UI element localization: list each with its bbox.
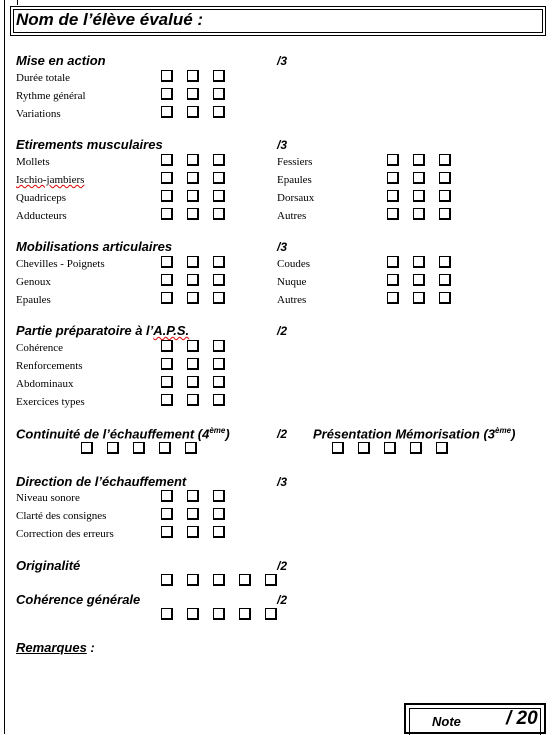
checkbox[interactable]: [439, 292, 451, 304]
checkbox[interactable]: [439, 190, 451, 202]
criterion-epaules-mobilisation: Epaules: [16, 294, 51, 306]
checkbox-row: [161, 208, 239, 220]
checkbox-row: [387, 274, 465, 286]
checkbox-row: [81, 442, 211, 454]
checkbox[interactable]: [161, 88, 173, 100]
checkbox[interactable]: [213, 70, 225, 82]
presentation-title-close: ): [511, 426, 516, 442]
checkbox[interactable]: [384, 442, 396, 454]
criterion-clarte-consignes: Clarté des consignes: [16, 510, 107, 522]
checkbox[interactable]: [161, 292, 173, 304]
checkbox[interactable]: [213, 154, 225, 166]
checkbox-row: [161, 70, 239, 82]
checkbox[interactable]: [161, 394, 173, 406]
checkbox[interactable]: [387, 274, 399, 286]
criterion-fessiers: Fessiers: [277, 156, 313, 168]
checkbox[interactable]: [213, 256, 225, 268]
checkbox-row: [161, 106, 239, 118]
page-margin-line: [4, 0, 5, 734]
checkbox[interactable]: [413, 256, 425, 268]
checkbox[interactable]: [187, 526, 199, 538]
section-title-originalite: Originalité: [16, 558, 81, 573]
note-total: / 20: [506, 708, 538, 729]
checkbox[interactable]: [107, 442, 119, 454]
checkbox[interactable]: [187, 358, 199, 370]
criterion-quadriceps: Quadriceps: [16, 192, 67, 204]
checkbox-row: [161, 274, 239, 286]
score-continuite: /2: [277, 427, 288, 441]
checkbox-row: [161, 394, 239, 406]
checkbox-row: [161, 358, 239, 370]
continuite-title-text: Continuité de l’échauffement (4: [16, 426, 210, 442]
final-grade-box[interactable]: [404, 703, 546, 734]
checkbox-row: [387, 256, 465, 268]
checkbox[interactable]: [413, 172, 425, 184]
section-title-direction: Direction de l’échauffement: [16, 474, 187, 489]
checkbox-row: [161, 88, 239, 100]
checkbox[interactable]: [213, 376, 225, 388]
checkbox[interactable]: [410, 442, 422, 454]
section-title-etirements: Etirements musculaires: [16, 137, 163, 152]
checkbox[interactable]: [387, 172, 399, 184]
checkbox[interactable]: [213, 172, 225, 184]
section-title-remarques: [16, 640, 95, 655]
checkbox[interactable]: [413, 154, 425, 166]
criterion-duree-totale: Durée totale: [16, 72, 71, 84]
checkbox-row: [161, 154, 239, 166]
checkbox[interactable]: [265, 574, 277, 586]
criterion-autres-mobilisation: Autres: [277, 294, 307, 306]
checkbox-row: [161, 574, 291, 586]
score-direction: /3: [277, 475, 288, 489]
remarques-label: Remarques: [16, 640, 87, 655]
checkbox[interactable]: [161, 340, 173, 352]
checkbox[interactable]: [161, 190, 173, 202]
checkbox[interactable]: [161, 208, 173, 220]
checkbox[interactable]: [187, 172, 199, 184]
checkbox[interactable]: [187, 508, 199, 520]
checkbox[interactable]: [387, 208, 399, 220]
score-mise-en-action: /3: [277, 54, 288, 68]
checkbox[interactable]: [413, 208, 425, 220]
checkbox[interactable]: [161, 70, 173, 82]
criterion-chevilles-poignets: Chevilles - Poignets: [16, 258, 105, 270]
checkbox[interactable]: [413, 190, 425, 202]
criterion-epaules: Epaules: [277, 174, 312, 186]
criterion-nuque: Nuque: [277, 276, 307, 288]
checkbox[interactable]: [161, 508, 173, 520]
aps-abbreviation: A.P.S.: [153, 323, 190, 338]
note-label: Note: [432, 714, 461, 729]
checkbox[interactable]: [436, 442, 448, 454]
checkbox[interactable]: [187, 88, 199, 100]
checkbox-row: [161, 508, 239, 520]
criterion-ischio-jambiers: Ischio-jambiers: [16, 174, 85, 186]
checkbox[interactable]: [187, 574, 199, 586]
criterion-adducteurs: Adducteurs: [16, 210, 67, 222]
checkbox-row: [161, 256, 239, 268]
presentation-title-sup: ème: [495, 426, 512, 435]
checkbox[interactable]: [239, 608, 251, 620]
checkbox[interactable]: [81, 442, 93, 454]
criterion-correction-erreurs: Correction des erreurs: [16, 528, 114, 540]
checkbox-row: [161, 526, 239, 538]
checkbox[interactable]: [161, 172, 173, 184]
checkbox[interactable]: [439, 154, 451, 166]
checkbox[interactable]: [387, 256, 399, 268]
checkbox[interactable]: [161, 106, 173, 118]
checkbox[interactable]: [213, 526, 225, 538]
checkbox[interactable]: [213, 490, 225, 502]
criterion-niveau-sonore: Niveau sonore: [16, 492, 80, 504]
criterion-exercices-types: Exercices types: [16, 396, 85, 408]
checkbox[interactable]: [187, 208, 199, 220]
checkbox-row: [161, 190, 239, 202]
checkbox-row: [161, 172, 239, 184]
checkbox[interactable]: [161, 256, 173, 268]
criterion-coherence: Cohérence: [16, 342, 64, 354]
checkbox-row: [387, 292, 465, 304]
checkbox[interactable]: [133, 442, 145, 454]
checkbox-row: [161, 292, 239, 304]
checkbox[interactable]: [213, 508, 225, 520]
checkbox[interactable]: [332, 442, 344, 454]
section-title-mobilisations: Mobilisations articulaires: [16, 239, 173, 254]
criterion-dorsaux: Dorsaux: [277, 192, 315, 204]
criterion-abdominaux: Abdominaux: [16, 378, 74, 390]
criterion-rythme-general: Rythme général: [16, 90, 86, 102]
checkbox[interactable]: [213, 394, 225, 406]
checkbox[interactable]: [439, 172, 451, 184]
checkbox[interactable]: [387, 292, 399, 304]
section-title-partie-preparatoire: [16, 323, 189, 338]
checkbox[interactable]: [185, 442, 197, 454]
checkbox[interactable]: [161, 154, 173, 166]
section-title-continuite: [16, 426, 230, 441]
checkbox[interactable]: [187, 394, 199, 406]
checkbox[interactable]: [161, 574, 173, 586]
score-mobilisations: /3: [277, 240, 288, 254]
checkbox[interactable]: [213, 190, 225, 202]
checkbox[interactable]: [213, 358, 225, 370]
checkbox[interactable]: [213, 88, 225, 100]
checkbox[interactable]: [161, 376, 173, 388]
student-name-box[interactable]: [10, 6, 546, 36]
checkbox[interactable]: [187, 608, 199, 620]
score-coherence-generale: /2: [277, 593, 288, 607]
checkbox[interactable]: [159, 442, 171, 454]
checkbox[interactable]: [265, 608, 277, 620]
checkbox[interactable]: [187, 340, 199, 352]
checkbox[interactable]: [161, 490, 173, 502]
student-name-label: Nom de l’élève évalué :: [16, 10, 204, 29]
checkbox[interactable]: [187, 190, 199, 202]
checkbox[interactable]: [213, 340, 225, 352]
checkbox[interactable]: [187, 490, 199, 502]
criterion-coudes: Coudes: [277, 258, 310, 270]
score-partie-preparatoire: /2: [277, 324, 288, 338]
checkbox[interactable]: [187, 376, 199, 388]
checkbox-row: [387, 172, 465, 184]
checkbox[interactable]: [213, 274, 225, 286]
checkbox-row: [332, 442, 462, 454]
checkbox[interactable]: [161, 608, 173, 620]
checkbox[interactable]: [413, 292, 425, 304]
score-etirements: /3: [277, 138, 288, 152]
top-tick-mark: [17, 0, 18, 5]
checkbox[interactable]: [239, 574, 251, 586]
checkbox[interactable]: [439, 274, 451, 286]
section-title-coherence-generale: Cohérence générale: [16, 592, 141, 607]
checkbox-row: [387, 208, 465, 220]
section-title-presentation: [313, 426, 515, 441]
checkbox[interactable]: [213, 574, 225, 586]
continuite-title-sup: ème: [209, 426, 226, 435]
remarques-colon: :: [86, 640, 95, 655]
checkbox[interactable]: [187, 292, 199, 304]
checkbox[interactable]: [187, 70, 199, 82]
section-title-mise-en-action: Mise en action: [16, 53, 106, 68]
checkbox[interactable]: [439, 208, 451, 220]
checkbox[interactable]: [187, 256, 199, 268]
checkbox-row: [387, 190, 465, 202]
checkbox-row: [161, 608, 291, 620]
checkbox[interactable]: [439, 256, 451, 268]
continuite-title-close: ): [225, 426, 230, 442]
checkbox[interactable]: [358, 442, 370, 454]
presentation-title-text: Présentation Mémorisation (3: [313, 426, 496, 442]
checkbox-row: [161, 376, 239, 388]
criterion-renforcements: Renforcements: [16, 360, 83, 372]
checkbox[interactable]: [161, 358, 173, 370]
checkbox[interactable]: [387, 190, 399, 202]
checkbox[interactable]: [187, 106, 199, 118]
checkbox[interactable]: [161, 274, 173, 286]
criterion-mollets: Mollets: [16, 156, 50, 168]
partie-preparatoire-title-text: Partie préparatoire à l’: [16, 323, 154, 338]
checkbox[interactable]: [187, 274, 199, 286]
checkbox[interactable]: [213, 208, 225, 220]
score-originalite: /2: [277, 559, 288, 573]
criterion-variations: Variations: [16, 108, 61, 120]
criterion-autres: Autres: [277, 210, 307, 222]
checkbox[interactable]: [213, 292, 225, 304]
checkbox-row: [161, 490, 239, 502]
checkbox[interactable]: [161, 526, 173, 538]
checkbox[interactable]: [213, 106, 225, 118]
checkbox[interactable]: [187, 154, 199, 166]
criterion-genoux: Genoux: [16, 276, 51, 288]
checkbox[interactable]: [213, 608, 225, 620]
checkbox[interactable]: [387, 154, 399, 166]
checkbox-row: [161, 340, 239, 352]
checkbox-row: [387, 154, 465, 166]
checkbox[interactable]: [413, 274, 425, 286]
